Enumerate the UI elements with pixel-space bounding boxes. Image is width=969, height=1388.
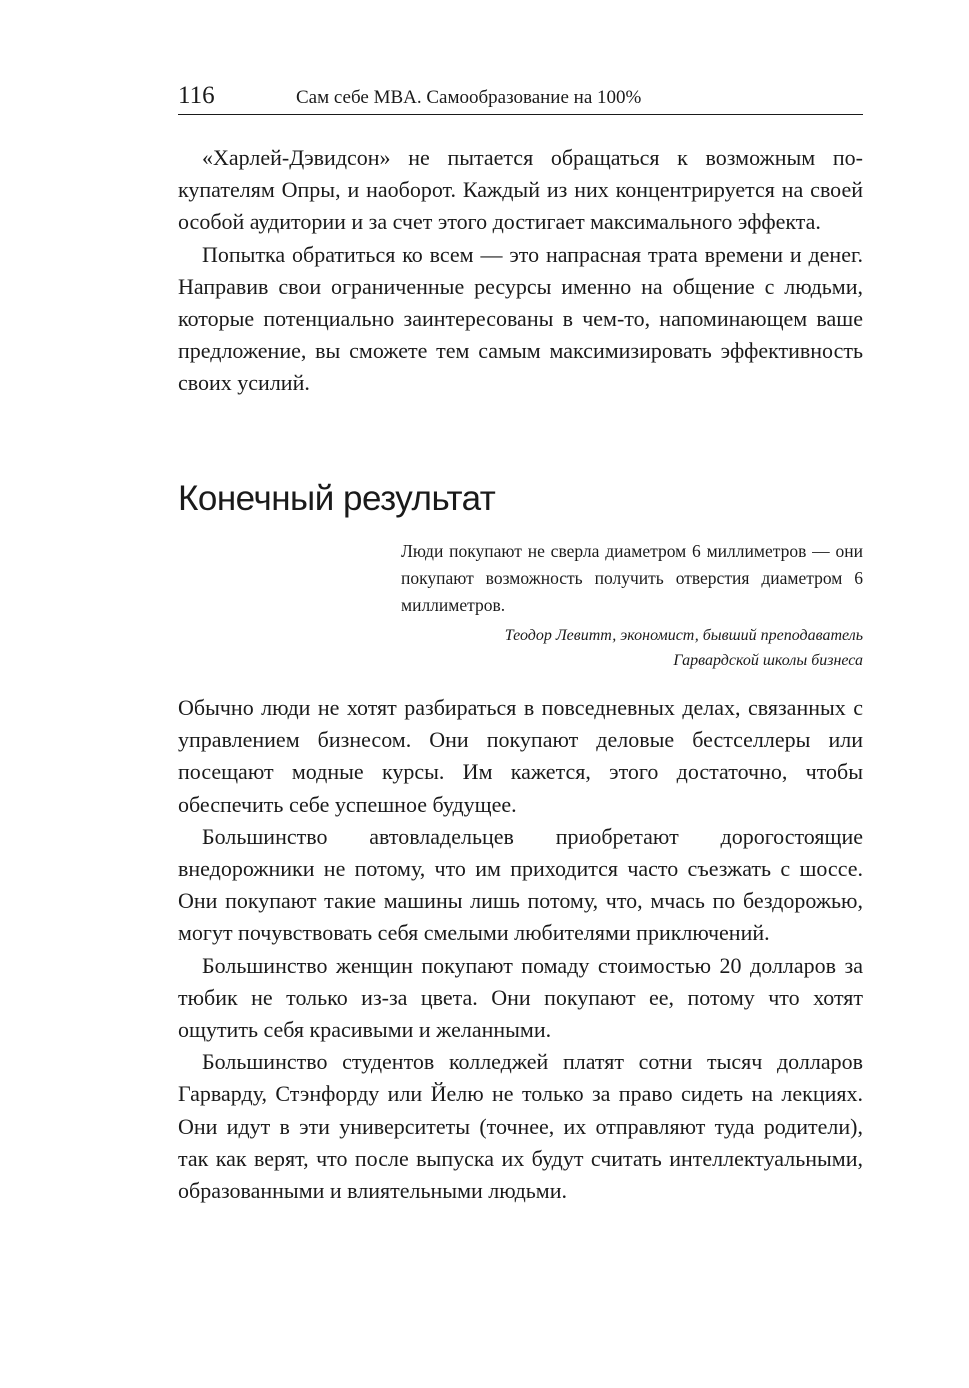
paragraph: Большинство автовладельцев приобретают дорогостоящие внедорожники не потому, что им приходится часто съезжать с шоссе. Они покупают такие машины лишь потому, что, мчась по бездорожью, могут почувствовать себя смелыми любителями приключений. [178, 823, 863, 946]
epigraph-author [401, 623, 863, 673]
epigraph [401, 538, 863, 673]
running-head [178, 80, 863, 115]
page-number: 116 [178, 82, 215, 109]
epigraph-author-line1: Теодор Левитт, экономист, бывший преподаватель [504, 627, 863, 644]
epigraph-quote: Люди покупают не сверла диаметром 6 миллиметров — они покупают возможность получить отверстия диаметром 6 миллиметров. [401, 541, 863, 615]
epigraph-author-line2: Гарвардской школы бизнеса [673, 652, 863, 669]
intro-text [178, 142, 863, 400]
paragraph: Попытка обратиться ко всем — это напрасная трата времени и денег. Направив свои ограниченные ресурсы именно на общение с людьми, которые потенциально заинтересованы в чем-то, напоминающем ваше предложение, вы сможете тем самым максимизировать эффективность своих усилий. [178, 241, 863, 396]
paragraph: Обычно люди не хотят разбираться в повседневных делах, связанных с управлением бизнесом. Они покупают деловые бестселлеры или посещают модные курсы. Им кажется, этого достаточно, чтобы обеспечить себе успешное будущее. [178, 695, 863, 817]
section-body [178, 692, 863, 1207]
paragraph: Большинство женщин покупают помаду стоимостью 20 долларов за тюбик не только из-за цвета. Они покупают ее, потому что хотят ощутить себя красивыми и желанными. [178, 952, 863, 1043]
paragraph: Большинство студентов колледжей платят сотни тысяч долларов Гарварду, Стэнфорду или Йелю не только за право сидеть на лекциях. Они идут в эти университеты (точнее, их отправляют туда родители), так как верят, что после выпуска их будут считать интеллектуальными, образованными и влиятельными людьми. [178, 1049, 863, 1204]
running-title: Сам себе MBA. Самообразование на 100% [296, 87, 642, 108]
paragraph: «Харлей-Дэвидсон» не пытается обращаться к возможным покупателям Опры, и наоборот. Каждый из них концентрируется на своей особой аудитории и за счет этого достигает максимального эффекта. [178, 145, 863, 235]
section-heading: Конечный результат [178, 479, 496, 518]
